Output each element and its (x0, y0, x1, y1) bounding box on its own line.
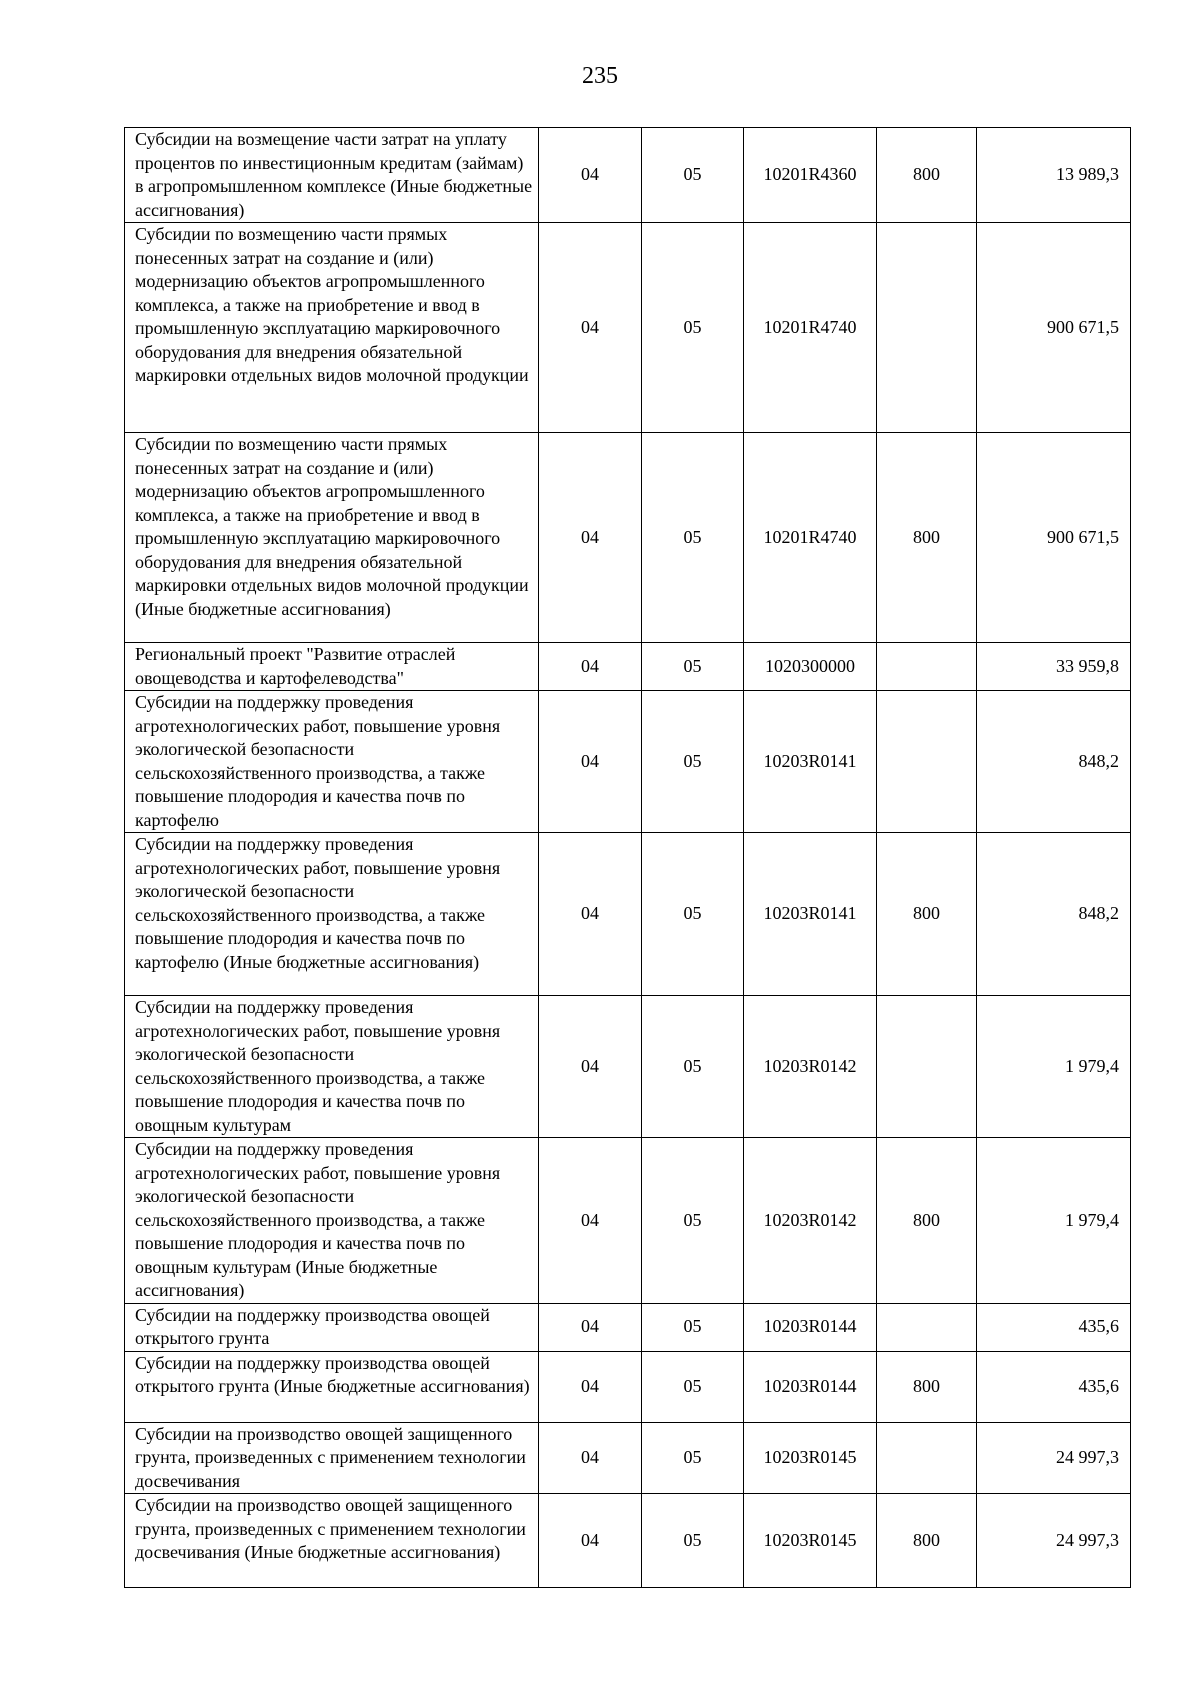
row-name: Субсидии на производство овощей защищенного грунта, произведенных с применением технологии досвечивания (Иные бюджетные ассигнования) (125, 1494, 539, 1588)
row-expense-type (877, 643, 977, 691)
row-section: 04 (539, 996, 642, 1138)
table-row (125, 833, 1131, 996)
table-row (125, 1422, 1131, 1494)
table-row (125, 1494, 1131, 1588)
row-target-article: 1020300000 (744, 643, 877, 691)
row-subsection: 05 (642, 433, 744, 643)
table-row (125, 691, 1131, 833)
table-row (125, 128, 1131, 223)
row-section: 04 (539, 223, 642, 433)
row-name: Субсидии на поддержку проведения агротехнологических работ, повышение уровня экологической безопасности сельскохозяйственного производства, а также повышение плодородия и качества почв по картофелю (125, 691, 539, 833)
row-section: 04 (539, 128, 642, 223)
row-target-article: 10203R0145 (744, 1494, 877, 1588)
row-target-article: 10201R4740 (744, 223, 877, 433)
row-name: Субсидии на поддержку проведения агротехнологических работ, повышение уровня экологической безопасности сельскохозяйственного производства, а также повышение плодородия и качества почв по овощным культурам (Иные бюджетные ассигнования) (125, 1138, 539, 1304)
row-section: 04 (539, 643, 642, 691)
table-row (125, 1303, 1131, 1351)
row-name: Субсидии на поддержку проведения агротехнологических работ, повышение уровня экологической безопасности сельскохозяйственного производства, а также повышение плодородия и качества почв по картофелю (Иные бюджетные ассигнования) (125, 833, 539, 996)
row-name: Субсидии по возмещению части прямых понесенных затрат на создание и (или) модернизацию объектов агропромышленного комплекса, а также на приобретение и ввод в промышленную эксплуатацию маркировочного оборудования для внедрения обязательной маркировки отдельных видов молочной продукции (Иные бюджетные ассигнования) (125, 433, 539, 643)
row-expense-type: 800 (877, 1351, 977, 1422)
row-section: 04 (539, 691, 642, 833)
page-number: 235 (582, 63, 618, 89)
row-target-article: 10203R0144 (744, 1303, 877, 1351)
row-section: 04 (539, 833, 642, 996)
row-name: Субсидии на производство овощей защищенного грунта, произведенных с применением технологии досвечивания (125, 1422, 539, 1494)
row-amount: 435,6 (977, 1303, 1131, 1351)
row-amount: 1 979,4 (977, 996, 1131, 1138)
row-amount: 435,6 (977, 1351, 1131, 1422)
row-section: 04 (539, 1422, 642, 1494)
row-subsection: 05 (642, 996, 744, 1138)
row-amount: 33 959,8 (977, 643, 1131, 691)
row-section: 04 (539, 433, 642, 643)
row-name: Субсидии на поддержку производства овощей открытого грунта (Иные бюджетные ассигнования) (125, 1351, 539, 1422)
row-expense-type: 800 (877, 1138, 977, 1304)
row-expense-type (877, 691, 977, 833)
row-expense-type (877, 223, 977, 433)
row-section: 04 (539, 1138, 642, 1304)
row-section: 04 (539, 1494, 642, 1588)
table-row (125, 433, 1131, 643)
row-subsection: 05 (642, 1138, 744, 1304)
row-expense-type (877, 1422, 977, 1494)
row-target-article: 10201R4360 (744, 128, 877, 223)
row-subsection: 05 (642, 1303, 744, 1351)
table-row (125, 223, 1131, 433)
table-row (125, 996, 1131, 1138)
row-target-article: 10203R0145 (744, 1422, 877, 1494)
row-subsection: 05 (642, 128, 744, 223)
row-amount: 900 671,5 (977, 433, 1131, 643)
row-amount: 24 997,3 (977, 1494, 1131, 1588)
row-subsection: 05 (642, 643, 744, 691)
row-amount: 900 671,5 (977, 223, 1131, 433)
row-expense-type: 800 (877, 128, 977, 223)
row-target-article: 10203R0142 (744, 996, 877, 1138)
row-expense-type: 800 (877, 433, 977, 643)
row-subsection: 05 (642, 1422, 744, 1494)
row-expense-type: 800 (877, 833, 977, 996)
row-name: Региональный проект "Развитие отраслей овощеводства и картофелеводства" (125, 643, 539, 691)
row-amount: 13 989,3 (977, 128, 1131, 223)
row-expense-type (877, 1303, 977, 1351)
row-amount: 24 997,3 (977, 1422, 1131, 1494)
row-target-article: 10203R0141 (744, 833, 877, 996)
row-expense-type: 800 (877, 1494, 977, 1588)
row-target-article: 10203R0144 (744, 1351, 877, 1422)
row-section: 04 (539, 1303, 642, 1351)
row-target-article: 10203R0142 (744, 1138, 877, 1304)
table-row (125, 643, 1131, 691)
row-amount: 848,2 (977, 833, 1131, 996)
row-target-article: 10203R0141 (744, 691, 877, 833)
row-target-article: 10201R4740 (744, 433, 877, 643)
row-section: 04 (539, 1351, 642, 1422)
row-subsection: 05 (642, 1351, 744, 1422)
row-subsection: 05 (642, 223, 744, 433)
row-subsection: 05 (642, 1494, 744, 1588)
row-amount: 848,2 (977, 691, 1131, 833)
row-subsection: 05 (642, 691, 744, 833)
row-name: Субсидии на поддержку проведения агротехнологических работ, повышение уровня экологической безопасности сельскохозяйственного производства, а также повышение плодородия и качества почв по овощным культурам (125, 996, 539, 1138)
row-name: Субсидии по возмещению части прямых понесенных затрат на создание и (или) модернизацию объектов агропромышленного комплекса, а также на приобретение и ввод в промышленную эксплуатацию маркировочного оборудования для внедрения обязательной маркировки отдельных видов молочной продукции (125, 223, 539, 433)
budget-table (124, 127, 1131, 1588)
row-name: Субсидии на возмещение части затрат на уплату процентов по инвестиционным кредитам (займам) в агропромышленном комплексе (Иные бюджетные ассигнования) (125, 128, 539, 223)
table-row (125, 1138, 1131, 1304)
row-subsection: 05 (642, 833, 744, 996)
row-amount: 1 979,4 (977, 1138, 1131, 1304)
row-expense-type (877, 996, 977, 1138)
row-name: Субсидии на поддержку производства овощей открытого грунта (125, 1303, 539, 1351)
table-row (125, 1351, 1131, 1422)
